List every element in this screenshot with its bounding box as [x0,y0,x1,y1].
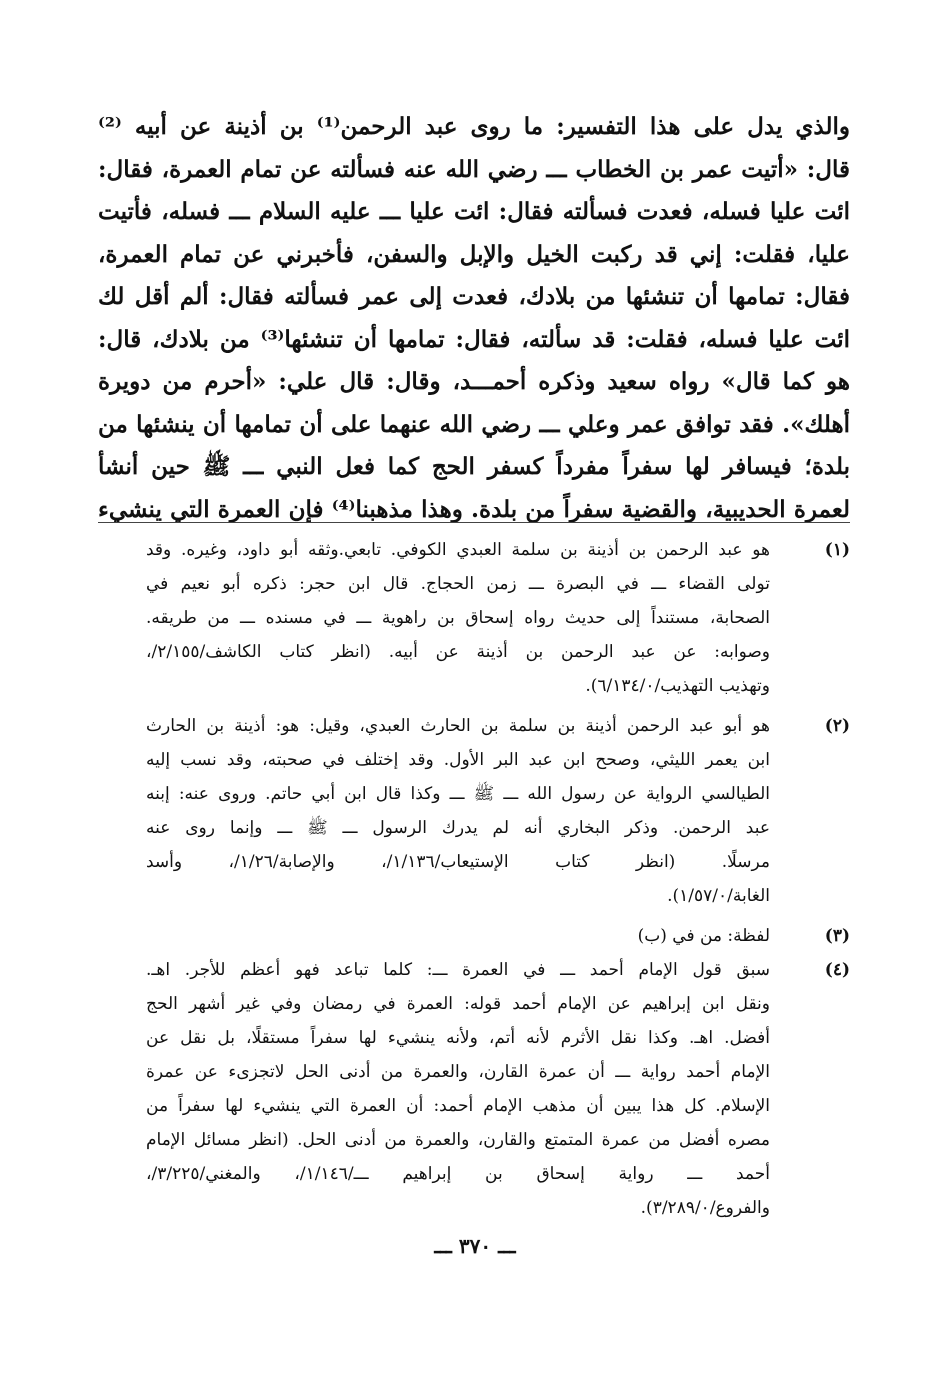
main-text-line: عليا، فقلت: إني قد ركبت الخيل والإبل والسفن، فأخبرني عن تمام العمرة، [98,240,850,268]
footnotes [98,533,850,1225]
main-text-line: والذي يدل على هذا التفسير: ما روى عبد الرحمن⁽¹⁾ بن أذينة عن أبيه ⁽²⁾ [98,113,850,140]
main-text-line: قال: «أتيت عمر بن الخطاب ـــ رضي الله عنه فسألته عن تمام العمرة، فقال: [98,155,850,183]
main-text-line: لعمرة الحديبية، والقضية سفراً من بلدة. وهذا مذهبنا⁽⁴⁾ فإن العمرة التي ينشيء [98,495,850,523]
main-text-line: ائت عليا فسله، فقلت: قد سألته، فقال: تمامها أن تنشئها⁽³⁾ من بلادك، قال: [98,325,850,353]
footnote-4 [98,953,850,1225]
footnote-line: هو أبو عبد الرحمن أذينة بن سلمة بن الحارث العبدي، وقيل: هو: أذينة بن الحارث [146,716,770,736]
footnote-line: لفظة: من في (ب) [637,926,770,946]
main-text-line: هو كما قال» رواه سعيد وذكره أحمـــد، وقال: قال علي: «أحرم من دويرة [98,368,850,395]
footnote-line: ونقل ابن إبراهيم عن الإمام أحمد قوله: العمرة في رمضان وفي غير أشهر الحج [146,994,770,1014]
footnote-divider [98,522,850,523]
footnote-2 [98,709,850,913]
footnote-line: الطيالسي الرواية عن رسول الله ـــ ﷺ ـــ وكذا قال ابن أبي حاتم. وروى عنه: إبنه [146,784,770,804]
footnote-line: تولى القضاء ـــ في البصرة ـــ زمن الحجاج. قال ابن حجر: ذكره أبو نعيم في [146,574,770,594]
footnote-line: وصوابه: عن عبد الرحمن بن أذينة عن أبيه. (انظر كتاب الكاشف/٢/١٥٥/، [146,642,770,662]
main-text-line: ائت عليا فسله، فعدت فسألته فقال: ائت عليا ـــ عليه السلام ـــ فسله، فأتيت [98,198,850,225]
footnote-line: أفضل. اهـ. وكذا نقل الأثرم لأنه أتم، ولأنه ينشيء لها سفراً مستقلًا، بل نقل عن [146,1028,770,1048]
footnote-line: عبد الرحمن. وذكر البخاري أنه لم يدرك الرسول ـــ ﷺ ـــ وإنما روى عنه [146,818,770,838]
main-text-line: أهلك». فقد توافق عمر وعلي ـــ رضي الله عنهما على أن تمامها أن ينشئها من [98,410,850,438]
footnote-line: ابن يعمر الليثي، وصحح ابن عبد البر الأول. وقد إختلف في صحبته، وقد نسب إليه [146,750,770,770]
main-text-line: بلدة؛ فيسافر لها سفراً مفرداً كسفر الحج كما فعل النبي ـــ ﷺ حين أنشأ [98,453,850,480]
footnote-line: والفروع/٣/٢٨٩/٠). [640,1198,770,1218]
page-number: ـــ ٣٧٠ ـــ [434,1234,516,1258]
footnote-number: (٣) [824,926,850,946]
main-text [98,106,850,531]
footnote-number: (٢) [824,716,850,736]
footnote-3 [98,919,850,953]
footnote-line: الإمام أحمد رواية ـــ أن عمرة القارن، والعمرة من أدنى الحل لاتجزىء عن عمرة [146,1062,770,1082]
footnote-line: سبق قول الإمام أحمد ـــ في العمرة ـــ: كلما تباعد فهو أعظم للأجر. اهـ. [146,960,770,980]
footnote-line: الصحابة، مستنداً إلى حديث رواه إسحاق بن راهوية ـــ في مسنده ـــ من طريقه. [146,608,770,628]
footnote-line: أحمد ـــ رواية إسحاق بن إبراهيم ـــ/١/١٤٦/، والمغني/٣/٢٢٥/، [146,1164,770,1184]
footnote-number: (٤) [824,960,850,980]
footnote-line: وتهذيب التهذيب/٦/١٣٤/٠). [585,676,770,696]
footnote-line: الغابة/١/٥٧/٠). [667,886,770,906]
footnote-line: مرسلًا. (انظر كتاب الإستيعاب/١/١٣٦/، والإصابة/١/٢٦/، وأسد [146,852,770,872]
footnote-1 [98,533,850,703]
footnote-line: هو عبد الرحمن بن أذينة بن سلمة العبدي الكوفي. تابعي.وثقه أبو داود، وغيره. وقد [146,540,770,560]
main-text-line: فقال: تمامها أن تنشئها من بلادك، فعدت إلى عمر فسألته فقال: ألم أقل لك [98,283,850,310]
footnote-line: مصره أفضل من عمرة المتمتع والقارن، والعمرة من أدنى الحل. (انظر مسائل الإمام [146,1130,770,1150]
footnote-line: الإسلام. كل هذا يبين أن مذهب الإمام أحمد: أن العمرة التي ينشيء لها سفراً من [146,1096,770,1116]
footnote-number: (١) [824,540,850,560]
